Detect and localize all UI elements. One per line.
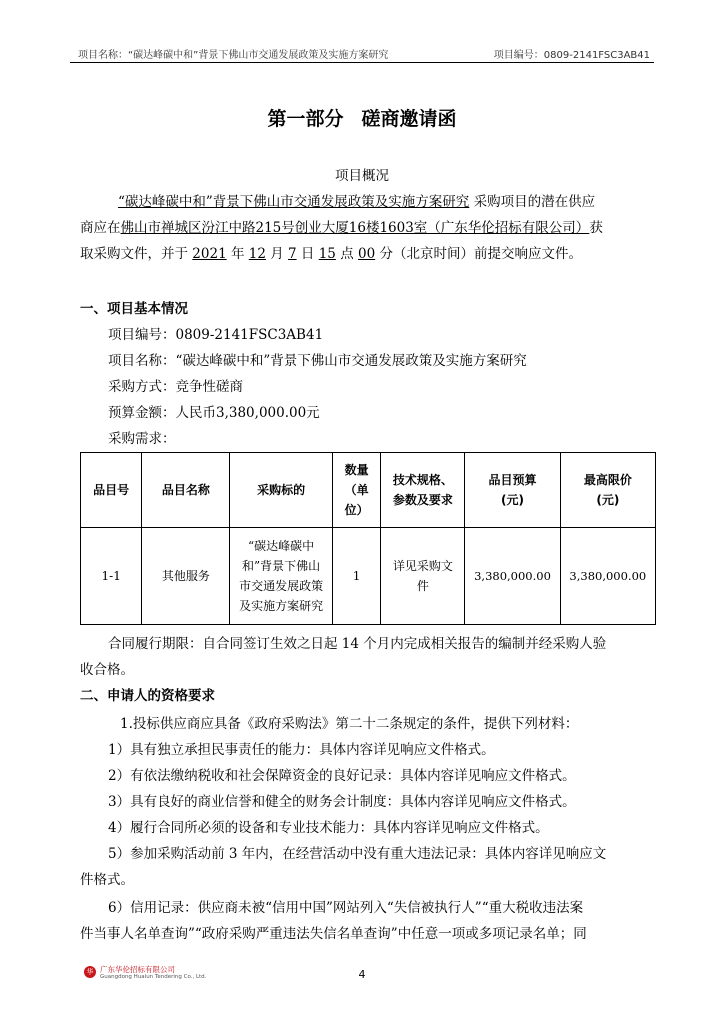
deadline-minute: 00: [358, 246, 376, 262]
procurement-needs-label: 采购需求：: [108, 431, 176, 447]
overview-line-2: 商应在佛山市禅城区汾江中路215号创业大厦16楼1603室（广东华伦招标有限公司）获: [80, 220, 603, 236]
header-project-name: 项目名称：“碳达峰碳中和”背景下佛山市交通发展政策及实施方案研究: [78, 50, 389, 61]
deadline-year: 2021: [192, 246, 227, 262]
page-header: [70, 44, 654, 63]
contract-period: 合同履行期限：自合同签订生效之日起 14 个月内完成相关报告的编制并经采购人验: [108, 636, 607, 652]
deadline-hour: 15: [318, 246, 336, 262]
company-name-en: Guangdong Hualun Tendering Co., Ltd.: [100, 974, 207, 980]
requirements-table: [80, 452, 656, 625]
qualification-item-5: 5）参加采购活动前 3 年内，在经营活动中没有重大违法记录：具体内容详见响应文: [108, 846, 607, 862]
header-max-price: 最高限价 (元): [560, 453, 655, 528]
overview-project-name: “碳达峰碳中和”背景下佛山市交通发展政策及实施方案研究: [118, 194, 470, 210]
project-code: 项目编号：0809-2141FSC3AB41: [108, 327, 324, 343]
section1-heading: 一、项目基本情况: [80, 301, 188, 317]
header-subject: 采购标的: [230, 453, 332, 528]
qualification-item-6: 6）信用记录：供应商未被“信用中国”网站列入“失信被执行人”“重大税收违法案: [108, 900, 584, 916]
page-title: [0, 104, 724, 131]
cell-max-price: 3,380,000.00: [560, 528, 655, 625]
header-spec: 技术规格、 参数及要求: [381, 453, 465, 528]
cell-item-budget: 3,380,000.00: [465, 528, 560, 625]
header-item-name: 品目名称: [142, 453, 230, 528]
qualification-item-2: 2）有依法缴纳税收和社会保障资金的良好记录：具体内容详见响应文件格式。: [108, 768, 576, 784]
header-quantity: 数量 （单 位）: [332, 453, 381, 528]
header-project-code: 项目编号：0809-2141FSC3AB41: [493, 50, 650, 61]
cell-item-no: 1-1: [81, 528, 142, 625]
contract-period-cont: 收合格。: [80, 662, 134, 678]
qualification-item-6-cont: 件当事人名单查询”“政府采购严重违法失信名单查询”中任意一项或多项记录名单；同: [80, 926, 587, 942]
table-header-row: [81, 453, 656, 528]
title-name: 磋商邀请函: [361, 108, 457, 130]
overview-line-3: 取采购文件，并于 2021 年 12 月 7 日 15 点 00 分（北京时间）前提交响应文件。: [80, 246, 582, 262]
table-row: [81, 528, 656, 625]
header-item-no: 品目号: [81, 453, 142, 528]
cell-spec: 详见采购文 件: [381, 528, 465, 625]
budget-amount: 预算金额：人民币3,380,000.00元: [108, 405, 320, 421]
procurement-method: 采购方式：竞争性磋商: [108, 379, 243, 395]
project-name: 项目名称：“碳达峰碳中和”背景下佛山市交通发展政策及实施方案研究: [108, 353, 527, 369]
deadline-month: 12: [248, 246, 266, 262]
qualification-intro: 1.投标供应商应具备《政府采购法》第二十二条规定的条件，提供下列材料：: [120, 716, 579, 732]
logo-icon: 华: [84, 966, 96, 978]
qualification-item-5-cont: 件格式。: [80, 872, 134, 888]
overview-heading: 项目概况: [335, 168, 389, 184]
qualification-item-3: 3）具有良好的商业信誉和健全的财务会计制度：具体内容详见响应文件格式。: [108, 794, 576, 810]
cell-item-name: 其他服务: [142, 528, 230, 625]
qualification-item-4: 4）履行合同所必须的设备和专业技术能力：具体内容详见响应文件格式。: [108, 820, 549, 836]
title-part: 第一部分: [267, 108, 344, 130]
overview-location: 佛山市禅城区汾江中路215号创业大厦16楼1603室（广东华伦招标有限公司）: [120, 220, 590, 236]
qualification-item-1: 1）具有独立承担民事责任的能力：具体内容详见响应文件格式。: [108, 742, 495, 758]
header-item-budget: 品目预算 (元): [465, 453, 560, 528]
company-name-cn: 广东华伦招标有限公司: [100, 965, 175, 974]
page-number: 4: [358, 968, 366, 981]
overview-line-1: “碳达峰碳中和”背景下佛山市交通发展政策及实施方案研究 采购项目的潜在供应: [118, 194, 596, 210]
cell-quantity: 1: [332, 528, 381, 625]
section2-heading: 二、申请人的资格要求: [80, 688, 215, 704]
deadline-day: 7: [288, 246, 297, 262]
cell-subject: “碳达峰碳中 和”背景下佛山 市交通发展政策 及实施方案研究: [230, 528, 332, 625]
